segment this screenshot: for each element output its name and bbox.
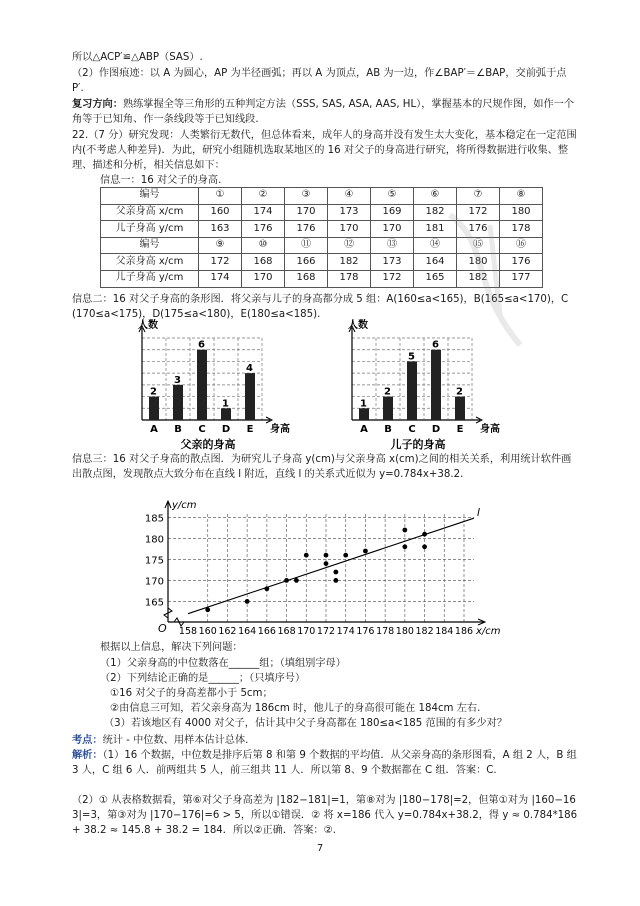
- bar-value-label: 1: [360, 398, 367, 410]
- table-cell: ⑨: [199, 237, 242, 254]
- bar: [221, 408, 231, 420]
- y-tick-label: 170: [144, 576, 164, 588]
- line-label: l: [476, 506, 480, 520]
- table-cell: 180: [457, 254, 500, 271]
- bar-value-label: 2: [456, 386, 463, 398]
- scatter-point: [333, 570, 338, 575]
- x-tick-label: 160: [198, 626, 217, 637]
- category-label: A: [150, 424, 158, 435]
- y-tick-label: 175: [144, 555, 164, 567]
- bar-value-label: 5: [408, 351, 415, 363]
- category-label: C: [408, 424, 416, 435]
- table-cell: 163: [199, 221, 242, 238]
- scatter-point: [333, 578, 338, 583]
- scatter-point: [402, 544, 407, 549]
- table-cell: ④: [328, 188, 371, 205]
- bar: [383, 397, 393, 420]
- table-cell: 168: [242, 254, 285, 271]
- x-tick-label: 184: [435, 626, 454, 637]
- table-cell: 172: [371, 270, 414, 287]
- y-tick-label: 185: [144, 513, 164, 525]
- scatter-point: [343, 553, 348, 558]
- x-tick-label: 172: [316, 626, 336, 637]
- intro-line-2: （2）作图痕迹：以 A 为圆心，AP 为半径画弧；再以 A 为顶点，AB 为一边，作∠BAP′＝∠BAP，交前弧于点 P′.: [72, 68, 570, 95]
- table-cell: 176: [500, 254, 543, 271]
- y-tick-label: 180: [144, 534, 164, 546]
- table-cell: 182: [414, 204, 457, 221]
- table-cell: ⑪: [285, 237, 328, 254]
- table-row-header: 编号: [101, 188, 199, 205]
- ask-intro: 根据以上信息，解决下列问题：: [100, 642, 243, 653]
- table-cell: 182: [457, 270, 500, 287]
- table-cell: 178: [500, 221, 543, 238]
- kaodian-text: 统计 - 中位数、用样本估计总体.: [102, 735, 249, 746]
- scatter-point: [284, 578, 289, 583]
- father-bar-chart: [120, 320, 290, 454]
- table-cell: 164: [414, 254, 457, 271]
- origin-label: O: [158, 622, 167, 635]
- intro-line-1: 所以△ACP′≌△ABP（SAS）.: [72, 52, 203, 63]
- x-tick-label: 170: [297, 626, 316, 637]
- bar: [197, 350, 207, 420]
- review-paragraph: [72, 97, 578, 127]
- table-cell: ⑫: [328, 237, 371, 254]
- x-tick-label: 180: [395, 626, 414, 637]
- category-label: E: [456, 424, 464, 435]
- table-cell: ⑩: [242, 237, 285, 254]
- table-cell: 160: [199, 204, 242, 221]
- table-cell: ⑯: [500, 237, 543, 254]
- x-tick-label: 176: [356, 626, 375, 637]
- table-cell: 168: [285, 270, 328, 287]
- scatter-point: [422, 544, 427, 549]
- table-cell: 176: [285, 221, 328, 238]
- table-cell: ①: [199, 188, 242, 205]
- question-3: （3）若该地区有 4000 对父子，估计其中父子身高都在 180≤a<185 范围的有多少对？: [104, 718, 508, 729]
- regression-line: [188, 518, 474, 613]
- scatter-plot: [140, 500, 510, 645]
- bar: [407, 361, 417, 420]
- table-cell: 180: [500, 204, 543, 221]
- category-label: B: [384, 424, 392, 435]
- bar-value-label: 6: [432, 339, 439, 351]
- table-cell: 176: [242, 221, 285, 238]
- table-cell: 174: [199, 270, 242, 287]
- category-label: A: [360, 424, 368, 435]
- x-tick-label: 186: [454, 626, 474, 637]
- x-tick-label: 164: [238, 626, 257, 637]
- scatter-point: [294, 578, 299, 583]
- table-cell: ③: [285, 188, 328, 205]
- x-tick-label: 178: [376, 626, 395, 637]
- table-row-header: 儿子身高 y/cm: [101, 221, 199, 238]
- category-label: D: [221, 424, 231, 435]
- question-1: （1）父亲身高的中位数落在______组；（填组别字母）: [100, 658, 346, 669]
- question-2: （2）下列结论正确的是______；（只填序号）: [100, 673, 306, 684]
- x-tick-label: 162: [218, 626, 237, 637]
- scatter-point: [324, 553, 329, 558]
- table-cell: 170: [328, 221, 371, 238]
- x-tick-label: 174: [336, 626, 355, 637]
- bar-value-label: 6: [198, 339, 205, 351]
- scatter-point: [245, 599, 250, 604]
- x-axis-label: 身高: [270, 424, 290, 435]
- bar-value-label: 2: [150, 386, 157, 398]
- info2-text: 信息二：16 对父子身高的条形图．将父亲与儿子的身高都分成 5 组：A(160≤a<165)，B(165≤a<170)，C(170≤a<175)，D(175≤a<180)，E(180≤a<185).: [72, 294, 569, 321]
- analysis-part-1: [72, 748, 581, 778]
- table-cell: ⑮: [457, 237, 500, 254]
- table-cell: 172: [457, 204, 500, 221]
- table-cell: 173: [328, 204, 371, 221]
- table-row-header: 编号: [101, 237, 199, 254]
- table-cell: 170: [285, 204, 328, 221]
- scatter-point: [324, 561, 329, 566]
- table-cell: 169: [371, 204, 414, 221]
- x-tick-label: 168: [277, 626, 296, 637]
- category-label: D: [431, 424, 441, 435]
- x-axis-label: x/cm: [476, 626, 501, 637]
- category-label: E: [246, 424, 254, 435]
- table-cell: 181: [414, 221, 457, 238]
- scatter-point: [422, 532, 427, 537]
- question-2b: ②由信息三可知，若父亲身高为 186cm 时，他儿子的身高很可能在 184cm 左右.: [110, 703, 481, 714]
- scatter-point: [304, 553, 309, 558]
- bar: [245, 373, 255, 420]
- scatter-point: [264, 586, 269, 591]
- review-label: 复习方向：: [72, 99, 123, 110]
- table-cell: 170: [242, 270, 285, 287]
- jiexi-label: 解析：: [72, 750, 103, 761]
- table-cell: 166: [285, 254, 328, 271]
- review-text: 熟练掌握全等三角形的五种判定方法（SSS, SAS, ASA, AAS, HL），掌握基本的尺规作图，如作一个角等于已知角、作一条线段等于已知线段.: [72, 99, 575, 126]
- table-cell: 170: [371, 221, 414, 238]
- category-label: C: [198, 424, 206, 435]
- x-tick-label: 182: [415, 626, 434, 637]
- bar: [431, 350, 441, 420]
- scatter-point: [363, 549, 368, 554]
- page-number: 7: [316, 843, 324, 854]
- y-axis-label: 人数: [138, 320, 158, 331]
- bar-value-label: 1: [222, 398, 229, 410]
- table-cell: 165: [414, 270, 457, 287]
- table-row-header: 儿子身高 y/cm: [101, 270, 199, 287]
- table-cell: 182: [328, 254, 371, 271]
- x-tick-label: 166: [257, 626, 276, 637]
- watermark-decoration: [430, 205, 540, 355]
- table-cell: ②: [242, 188, 285, 205]
- analysis-part-2: （2）① 从表格数据看，第⑥对父子身高差为 |182−181|=1，第⑧对为 |180−178|=2，但第①对为 |160−163|=3，第③对为 |170−176|=6 > 5，所以①错误．② 将 x=186 代入 y=0.784x+38.2，得 y ≈ 0.784*186 + 38.2 ≈ 145.8 + 38.2 = 184．所以②正确．答案：②.: [72, 795, 581, 837]
- table-cell: ⑦: [457, 188, 500, 205]
- kaodian-line: [72, 733, 578, 748]
- question-2a: ①16 对父子的身高差都小于 5cm；: [110, 688, 273, 699]
- table-cell: 176: [457, 221, 500, 238]
- info3-text: 信息三：16 对父子身高的散点图．为研究儿子身高 y(cm)与父亲身高 x(cm)之间的相关关系，利用统计软件画出散点图，发现散点大致分布在直线 l 附近，直线 l 的关系式近似为 y=0.784x+38.2.: [72, 454, 572, 481]
- scatter-point: [402, 528, 407, 533]
- x-axis-label: 身高: [480, 424, 500, 435]
- table-cell: 172: [199, 254, 242, 271]
- kaodian-label: 考点：: [72, 735, 103, 746]
- bar: [149, 397, 159, 420]
- table-cell: ⑤: [371, 188, 414, 205]
- table-cell: 177: [500, 270, 543, 287]
- table-cell: 174: [242, 204, 285, 221]
- question-stem: 22.（7 分）研究发现：人类繁衍无数代，但总体看来，成年人的身高并没有发生太大变化，基本稳定在一定范围内(不考虑人种差异)．为此，研究小组随机选取某地区的 16 对父子的身高进行研究，将所得数据进行收集、整理、描述和分析，相关信息如下：: [72, 130, 577, 172]
- table-cell: ⑧: [500, 188, 543, 205]
- bar: [173, 385, 183, 420]
- info1-title: 信息一：16 对父子的身高.: [100, 175, 222, 186]
- bar: [455, 397, 465, 420]
- bar-value-label: 3: [174, 374, 181, 386]
- bar: [359, 408, 369, 420]
- y-axis-label: y/cm: [172, 500, 197, 511]
- table-cell: ⑬: [371, 237, 414, 254]
- y-axis-label: 人数: [348, 320, 368, 331]
- table-cell: 173: [371, 254, 414, 271]
- chart-title: 儿子的身高: [390, 438, 446, 451]
- category-label: B: [174, 424, 182, 435]
- analysis-text-1: （1）16 个数据，中位数是排序后第 8 和第 9 个数据的平均值．从父亲身高的条形图看，A 组 2 人，B 组 3 人，C 组 6 人．前两组共 5 人，前三组共 11 人．所以第 8、9 个数据都在 C 组．答案：C.: [72, 750, 581, 777]
- table-cell: ⑥: [414, 188, 457, 205]
- table-row: [101, 188, 543, 205]
- scatter-point: [205, 607, 210, 612]
- chart-title: 父亲的身高: [180, 438, 236, 451]
- table-row-header: 父亲身高 x/cm: [101, 204, 199, 221]
- table-row-header: 父亲身高 x/cm: [101, 254, 199, 271]
- bar-value-label: 2: [384, 386, 391, 398]
- table-cell: 178: [328, 270, 371, 287]
- bar-value-label: 4: [246, 363, 253, 375]
- y-tick-label: 165: [144, 597, 164, 609]
- table-cell: ⑭: [414, 237, 457, 254]
- x-tick-label: 158: [178, 626, 198, 637]
